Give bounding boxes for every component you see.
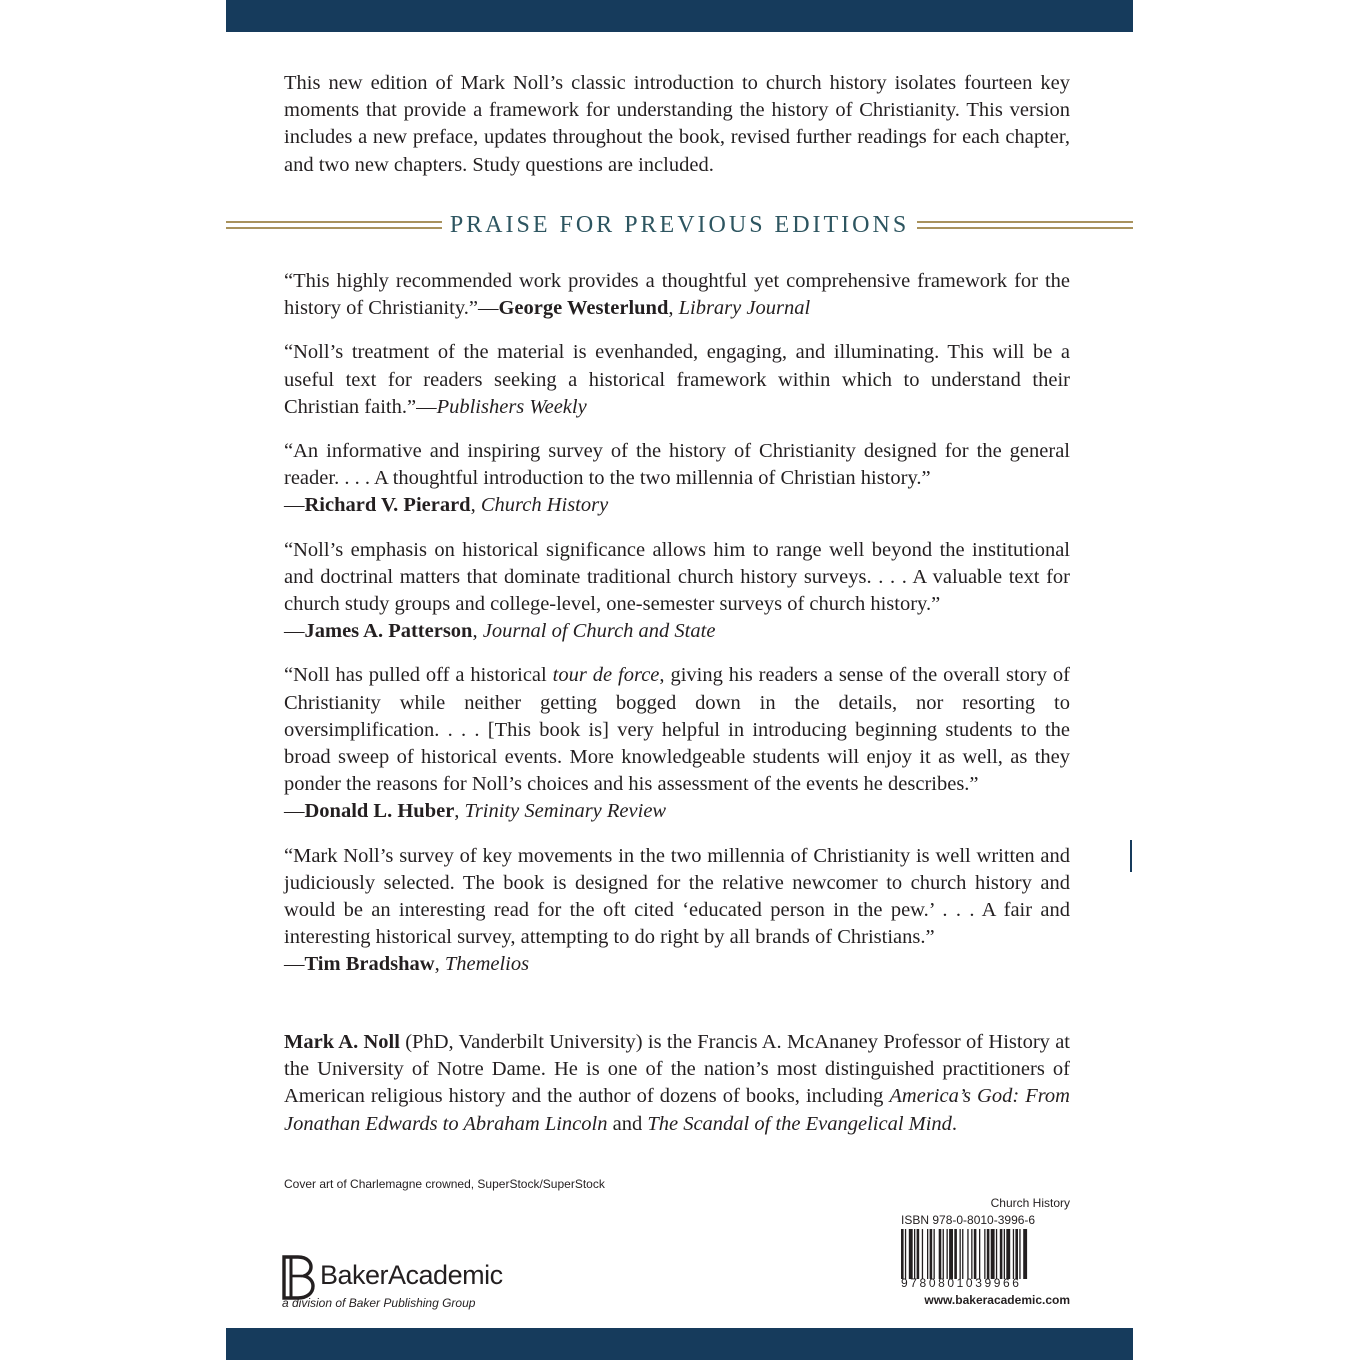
quote-author: George Westerlund <box>498 297 669 320</box>
quote-1: “This highly recommended work provides a thoughtful yet comprehensive framework for the history of Christianity.”—George Westerlund, Library Journal <box>284 270 1070 320</box>
barcode-bar <box>947 1229 948 1279</box>
quote-attribution: —Donald L. Huber, Trinity Seminary Review <box>284 800 667 823</box>
isbn-block <box>898 1196 1070 1314</box>
barcode-bar <box>979 1229 980 1279</box>
left-rule <box>226 219 442 231</box>
quote-author: Richard V. Pierard <box>304 494 471 517</box>
quote-text: “This highly recommended work provides a thoughtful yet comprehensive framework for the history of Christianity.” <box>284 270 1070 320</box>
barcode-bar <box>967 1229 968 1279</box>
bottom-band <box>226 1328 1133 1360</box>
book-title-2: The Scandal of the Evangelical Mind <box>647 1112 952 1135</box>
barcode-bar <box>1019 1229 1020 1279</box>
top-band <box>226 0 1133 32</box>
category-label: Church History <box>990 1196 1070 1210</box>
quote-6 <box>284 843 1070 979</box>
quote-text: “Mark Noll’s survey of key movements in the two millennia of Christianity is well written and judiciously selected. The book is designed for the relative newcomer to church history and would be an interesting read for the oft cited ‘educated person in the pew.’ . . . A fair and interesting historical survey, attempting to do right by all brands of Christians.” <box>284 844 1070 949</box>
barcode-bar <box>909 1229 913 1279</box>
quote-attribution: —James A. Patterson, Journal of Church and State <box>284 620 716 643</box>
barcode-bar <box>1004 1229 1005 1279</box>
praise-title: PRAISE FOR PREVIOUS EDITIONS <box>449 211 910 238</box>
quote-text: “Noll’s emphasis on historical significance allows him to range well beyond the institutional and doctrinal matters that dominate traditional church history surveys. . . . A valuable text for church study groups and college-level, one-semester surveys of church history.” <box>284 538 1070 616</box>
barcode-bar <box>914 1229 915 1279</box>
quote-3 <box>284 438 1070 520</box>
cover-art-credit: Cover art of Charlemagne crowned, SuperStock/SuperStock <box>284 1177 605 1191</box>
quote-text-cont: , giving his readers a sense of the overall story of Christianity while neither getting bogged down in the details, nor resorting to oversimplification. . . . [This book is] very helpful in introducing beginning students to the broad sweep of historical events. More knowledgeable students will enjoy it as well, as they ponder the reasons for Noll’s choices and his assessment of the events he describes.” <box>284 664 1071 796</box>
bio-text <box>284 1029 1070 1138</box>
quote-source: Journal of Church and State <box>482 620 716 643</box>
barcode-bar <box>984 1229 985 1279</box>
quote-text: “An informative and inspiring survey of the history of Christianity designed for the general reader. . . . A thoughtful introduction to the two millennia of Christian history.” <box>284 440 1070 490</box>
bio-end: . <box>951 1112 958 1135</box>
barcode <box>901 1229 1069 1279</box>
barcode-bar <box>1000 1229 1003 1279</box>
quote-attribution: —Richard V. Pierard, Church History <box>284 494 609 517</box>
book-title-1: America’s God: From Jonathan Edwards to Abraham Lincoln <box>284 1085 1070 1135</box>
baker-b-logo-icon <box>280 1254 318 1300</box>
barcode-bar <box>996 1229 997 1279</box>
publisher-logo <box>280 1254 560 1314</box>
barcode-bar <box>930 1229 933 1279</box>
barcode-bar <box>1015 1229 1018 1279</box>
quote-2: “Noll’s treatment of the material is evenhanded, engaging, and illuminating. This will be a useful text for readers seeking a historical framework within which to understand their Christian faith.”—Publishers Weekly <box>284 341 1070 418</box>
barcode-bar <box>954 1229 957 1279</box>
quote-author: Donald L. Huber <box>304 800 455 823</box>
quote-5 <box>284 662 1070 825</box>
spine-mark <box>1130 840 1132 872</box>
quote-emphasis: tour de force <box>552 664 660 687</box>
barcode-bar <box>1013 1229 1014 1279</box>
publisher-url: www.bakeracademic.com <box>924 1293 1070 1307</box>
quote-source: Trinity Seminary Review <box>464 800 667 823</box>
barcode-bar <box>960 1229 961 1279</box>
barcode-bar <box>917 1229 920 1279</box>
intro-text: This new edition of Mark Noll’s classic introduction to church history isolates fourteen key moments that provide a framework for understanding the history of Christianity. This version includes a new preface, updates throughout the book, revised further readings for each chapter, and two new chapters. Study questions are included. <box>284 72 1070 176</box>
right-rule <box>917 219 1133 231</box>
publisher-name: BakerAcademic <box>320 1260 503 1290</box>
barcode-bar <box>1006 1229 1010 1279</box>
bio-body: (PhD, Vanderbilt University) is the Francis A. McAnaney Professor of History at the University of Notre Dame. He is one of the nation’s most distinguished practitioners of American religious history and the author of dozens of books, including <box>284 1031 1070 1108</box>
barcode-bar <box>987 1229 990 1279</box>
quote-source: Themelios <box>444 953 530 976</box>
isbn-number: ISBN 978-0-8010-3996-6 <box>901 1213 1036 1227</box>
quote-source: Library Journal <box>678 297 811 320</box>
quote-text: “Noll has pulled off a historical <box>284 664 553 687</box>
quote-author: James A. Patterson <box>304 620 473 643</box>
praise-quotes <box>284 268 1070 996</box>
quote-text: “Noll’s treatment of the material is evenhanded, engaging, and illuminating. This will be a useful text for readers seeking a historical framework within which to understand their Christian faith.” <box>284 341 1070 418</box>
bio-and: and <box>607 1112 648 1135</box>
barcode-bar <box>943 1229 944 1279</box>
barcode-bar <box>991 1229 995 1279</box>
publisher-subtitle: a division of Baker Publishing Group <box>282 1296 476 1310</box>
back-cover <box>226 0 1133 1360</box>
barcode-bar <box>974 1229 977 1279</box>
barcode-bar <box>939 1229 942 1279</box>
author-bio <box>284 1029 1070 1138</box>
barcode-bar <box>927 1229 928 1279</box>
quote-author: Tim Bradshaw <box>304 953 435 976</box>
author-name: Mark A. Noll <box>284 1031 400 1053</box>
quote-4 <box>284 537 1070 646</box>
barcode-digits: 9780801039966 <box>901 1276 1022 1290</box>
barcode-bar <box>962 1229 963 1279</box>
barcode-bar <box>922 1229 923 1279</box>
barcode-bar <box>1023 1229 1027 1279</box>
barcode-bar <box>949 1229 953 1279</box>
barcode-bar <box>901 1229 904 1279</box>
quote-source: Publishers Weekly <box>436 395 587 418</box>
barcode-bar <box>971 1229 972 1279</box>
barcode-bar <box>934 1229 935 1279</box>
praise-header <box>226 210 1133 240</box>
barcode-bar <box>905 1229 906 1279</box>
quote-attribution: —Tim Bradshaw, Themelios <box>284 953 530 976</box>
quote-source: Church History <box>480 494 609 517</box>
intro-paragraph <box>284 70 1070 179</box>
